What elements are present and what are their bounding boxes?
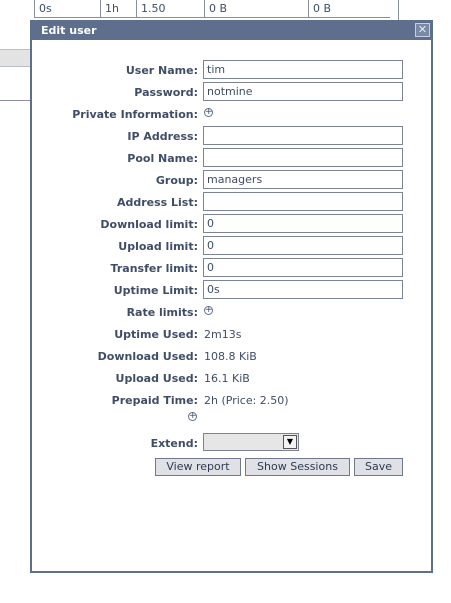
- expand-icon[interactable]: +: [205, 107, 213, 117]
- transfer-limit-input[interactable]: 0: [203, 258, 403, 277]
- close-icon[interactable]: ✕: [415, 23, 430, 37]
- download-limit-row: [32, 214, 431, 234]
- user-name-input[interactable]: tim: [203, 60, 403, 79]
- prepaid-time-label: Prepaid Time:: [111, 394, 198, 407]
- expand-icon[interactable]: +: [189, 411, 197, 421]
- ip-address-row: [32, 126, 431, 146]
- private-information-label: Private Information:: [72, 108, 198, 121]
- upload-used-label: Upload Used:: [115, 372, 198, 385]
- upload-limit-input[interactable]: 0: [203, 236, 403, 255]
- password-row: [32, 82, 431, 102]
- background-row-highlight: [0, 49, 30, 67]
- address-list-input[interactable]: [203, 192, 403, 211]
- uptime-used-label: Uptime Used:: [114, 328, 198, 341]
- prepaid-time-value: 2h (Price: 2.50): [204, 394, 289, 407]
- upload-limit-label: Upload limit:: [118, 240, 198, 253]
- address-list-row: [32, 192, 431, 212]
- table-cell: 0s: [34, 0, 100, 18]
- table-cell: 0 B: [308, 0, 390, 18]
- pool-name-label: Pool Name:: [127, 152, 198, 165]
- view-report-button[interactable]: View report: [155, 458, 241, 476]
- group-row: [32, 170, 431, 190]
- group-input[interactable]: managers: [203, 170, 403, 189]
- password-label: Password:: [134, 86, 198, 99]
- uptime-limit-row: [32, 280, 431, 300]
- password-input[interactable]: notmine: [203, 82, 403, 101]
- table-cell: 1.50: [136, 0, 204, 18]
- table-cell: 1h: [100, 0, 136, 18]
- upload-limit-row: [32, 236, 431, 256]
- upload-used-row: [32, 368, 431, 388]
- download-used-row: [32, 346, 431, 366]
- chevron-down-icon[interactable]: ▼: [283, 435, 297, 449]
- transfer-limit-row: [32, 258, 431, 278]
- extend-row: [32, 433, 431, 453]
- background-divider: [0, 100, 30, 101]
- table-cell: 0 B: [204, 0, 308, 18]
- uptime-used-value: 2m13s: [204, 328, 242, 341]
- uptime-used-row: [32, 324, 431, 344]
- download-used-value: 108.8 KiB: [204, 350, 257, 363]
- extend-label: Extend:: [150, 437, 198, 450]
- dialog-titlebar[interactable]: [32, 22, 431, 40]
- user-name-label: User Name:: [125, 64, 198, 77]
- prepaid-time-row: [32, 390, 431, 410]
- ip-address-label: IP Address:: [127, 130, 198, 143]
- dialog-title: Edit user: [41, 24, 97, 37]
- upload-used-value: 16.1 KiB: [204, 372, 250, 385]
- ip-address-input[interactable]: [203, 126, 403, 145]
- download-limit-input[interactable]: 0: [203, 214, 403, 233]
- show-sessions-button[interactable]: Show Sessions: [245, 458, 350, 476]
- save-button[interactable]: Save: [354, 458, 403, 476]
- download-used-label: Download Used:: [97, 350, 198, 363]
- uptime-limit-input[interactable]: 0s: [203, 280, 403, 299]
- pool-name-row: [32, 148, 431, 168]
- table-divider: [398, 0, 399, 22]
- download-limit-label: Download limit:: [100, 218, 198, 231]
- private-information-row: [32, 104, 431, 124]
- address-list-label: Address List:: [116, 196, 198, 209]
- rate-limits-label: Rate limits:: [126, 306, 198, 319]
- background-table: [0, 0, 451, 22]
- transfer-limit-label: Transfer limit:: [110, 262, 198, 275]
- pool-name-input[interactable]: [203, 148, 403, 167]
- extend-select[interactable]: [203, 433, 299, 451]
- rate-limits-row: [32, 302, 431, 322]
- prepaid-expand-row: [32, 408, 431, 428]
- user-name-row: [32, 60, 431, 80]
- group-label: Group:: [155, 174, 198, 187]
- edit-user-dialog: [30, 20, 433, 573]
- expand-icon[interactable]: +: [205, 305, 213, 315]
- uptime-limit-label: Uptime Limit:: [113, 284, 198, 297]
